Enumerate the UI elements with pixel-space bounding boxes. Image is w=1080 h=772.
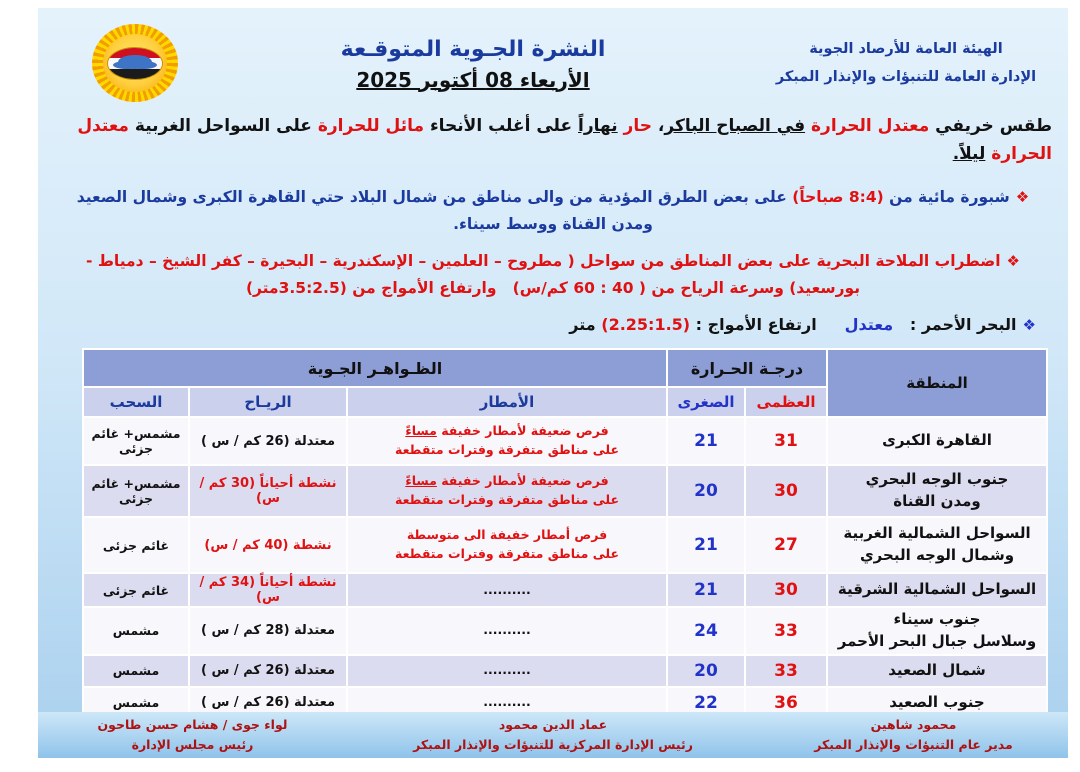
column-header-clouds: السحب — [84, 388, 188, 416]
min-temp-cell: 21 — [668, 574, 744, 606]
egypt-flag-oval-icon — [108, 48, 162, 79]
table-row — [84, 466, 1046, 516]
red-sea-status-text: البحر الأحمر : معتدل ارتفاع الأمواج : (2.25:1.5) متر — [569, 315, 1017, 334]
diamond-bullet-icon: ❖ — [1006, 252, 1020, 270]
clouds-cell: مشمس — [84, 608, 188, 654]
clouds-cell: مشمس+ غائم جزئى — [84, 466, 188, 516]
rain-cell: .......... — [348, 574, 666, 606]
rain-cell: .......... — [348, 608, 666, 654]
bulletin-title: النشرة الجـوية المتوقـعة — [340, 36, 606, 62]
min-temp-cell: 20 — [668, 466, 744, 516]
diamond-bullet-icon: ❖ — [1022, 316, 1036, 334]
max-temp-cell: 31 — [746, 418, 826, 464]
max-temp-cell: 33 — [746, 608, 826, 654]
bulletin-date: الأربعاء 08 أكتوبر 2025 — [356, 67, 590, 92]
wind-cell: نشطة أحياناً (30 كم / س) — [190, 466, 346, 516]
rain-cell: .......... — [348, 656, 666, 686]
forecast-table-body — [84, 418, 1046, 718]
min-temp-cell: 24 — [668, 608, 744, 654]
rain-cell: .......... — [348, 688, 666, 718]
signature-central-admin-head — [347, 715, 759, 755]
region-cell: جنوب الصعيد — [828, 688, 1046, 718]
clouds-cell: غائم جزئى — [84, 518, 188, 572]
clouds-cell: مشمس — [84, 656, 188, 686]
max-temp-cell: 36 — [746, 688, 826, 718]
signature-title: رئيس الإدارة المركزية للتنبؤات والإنذار المبكر — [413, 737, 693, 752]
marine-warning — [58, 248, 1048, 302]
red-sea-status — [58, 311, 1048, 339]
table-row — [84, 518, 1046, 572]
min-temp-cell: 22 — [668, 688, 744, 718]
bulletin-panel — [38, 8, 1068, 758]
region-cell: القاهرة الكبرى — [828, 418, 1046, 464]
org-line2: الإدارة العامة للتنبؤات والإنذار المبكر — [775, 69, 1037, 85]
fog-warning — [58, 184, 1048, 238]
column-header-phenomena-group: الظـواهـر الجـوية — [84, 350, 666, 386]
max-temp-cell: 30 — [746, 574, 826, 606]
signature-name: عماد الدين محمود — [498, 717, 608, 732]
max-temp-cell: 30 — [746, 466, 826, 516]
flag-black-stripe — [108, 69, 162, 79]
org-line1: الهيئة العامة للأرصاد الجوية — [809, 41, 1003, 58]
signature-title: رئيس مجلس الإدارة — [131, 737, 254, 752]
table-row — [84, 656, 1046, 686]
clouds-cell: مشمس+ غائم جزئى — [84, 418, 188, 464]
min-temp-cell: 20 — [668, 656, 744, 686]
table-row — [84, 574, 1046, 606]
wind-cell: نشطة (40 كم / س) — [190, 518, 346, 572]
fog-warning-text: شبورة مائية من (8:4 صباحاً) على بعض الطرق المؤدية من والى مناطق من شمال البلاد حتي القاهرة الكبرى وشمال الصعيد ومدن القناة ووسط سيناء. — [76, 188, 1010, 233]
signature-board-chairman — [38, 715, 347, 755]
table-row — [84, 608, 1046, 654]
footer — [38, 712, 1068, 758]
region-cell: جنوب الوجه البحري ومدن القناة — [828, 466, 1046, 516]
flag-white-stripe — [108, 58, 162, 68]
max-temp-cell: 33 — [746, 656, 826, 686]
signature-name: محمود شاهين — [870, 717, 957, 732]
diamond-bullet-icon: ❖ — [1015, 188, 1030, 206]
clouds-cell: غائم جزئى — [84, 574, 188, 606]
header — [50, 18, 1056, 110]
column-header-max-temp: العظمى — [746, 388, 826, 416]
wind-cell: معتدلة (26 كم / س ) — [190, 656, 346, 686]
column-header-wind: الريـاح — [190, 388, 346, 416]
rain-cell: فرص ضعيفة لأمطار خفيفة مساءً على مناطق متفرقة وفترات متقطعة — [348, 466, 666, 516]
rain-cell: فرص ضعيفة لأمطار خفيفة مساءً على مناطق متفرقة وفترات متقطعة — [348, 418, 666, 464]
org-title — [756, 36, 1056, 91]
column-header-region: المنطقة — [828, 350, 1046, 416]
wind-cell: معتدلة (26 كم / س ) — [190, 418, 346, 464]
wind-cell: معتدلة (28 كم / س ) — [190, 608, 346, 654]
column-header-min-temp: الصغرى — [668, 388, 744, 416]
ema-sun-logo-icon — [80, 22, 190, 106]
region-cell: جنوب سيناء وسلاسل جبال البحر الأحمر — [828, 608, 1046, 654]
title-block — [190, 37, 756, 92]
region-cell: شمال الصعيد — [828, 656, 1046, 686]
min-temp-cell: 21 — [668, 418, 744, 464]
table-row — [84, 418, 1046, 464]
rain-cell: فرص أمطار خفيفة الى متوسطة على مناطق متفرقة وفترات متقطعة — [348, 518, 666, 572]
region-cell: السواحل الشمالية الشرقية — [828, 574, 1046, 606]
signature-name: لواء جوى / هشام حسن طاحون — [97, 717, 288, 732]
forecast-table — [82, 348, 1048, 720]
min-temp-cell: 21 — [668, 518, 744, 572]
signature-director-general — [759, 715, 1068, 755]
cloud-icon — [118, 55, 152, 69]
clouds-cell: مشمس — [84, 688, 188, 718]
column-header-temperature-group: درجـة الحـرارة — [668, 350, 826, 386]
signature-title: مدير عام التنبؤات والإنذار المبكر — [814, 737, 1013, 752]
wind-cell: نشطة أحياناً (34 كم / س) — [190, 574, 346, 606]
wind-cell: معتدلة (26 كم / س ) — [190, 688, 346, 718]
max-temp-cell: 27 — [746, 518, 826, 572]
region-cell: السواحل الشمالية الغربية وشمال الوجه البحري — [828, 518, 1046, 572]
marine-warning-text: اضطراب الملاحة البحرية على بعض المناطق من سواحل ( مطروح – العلمين – الإسكندرية – البحيرة – كفر الشيخ – دمياط - بورسعيد) وسرعة الرياح من ( 40 : 60 كم/س) وارتفاع الأمواج من (3.5:2.5متر) — [85, 252, 1001, 297]
weather-summary: طقس خريفي معتدل الحرارة في الصباح الباكر، حار نهاراً على أغلب الأنحاء مائل للحرارة على السواحل الغربية معتدل الحرارة ليلاً. — [77, 116, 1052, 164]
column-header-rain: الأمطار — [348, 388, 666, 416]
forecast-table-wrap — [82, 348, 1048, 720]
